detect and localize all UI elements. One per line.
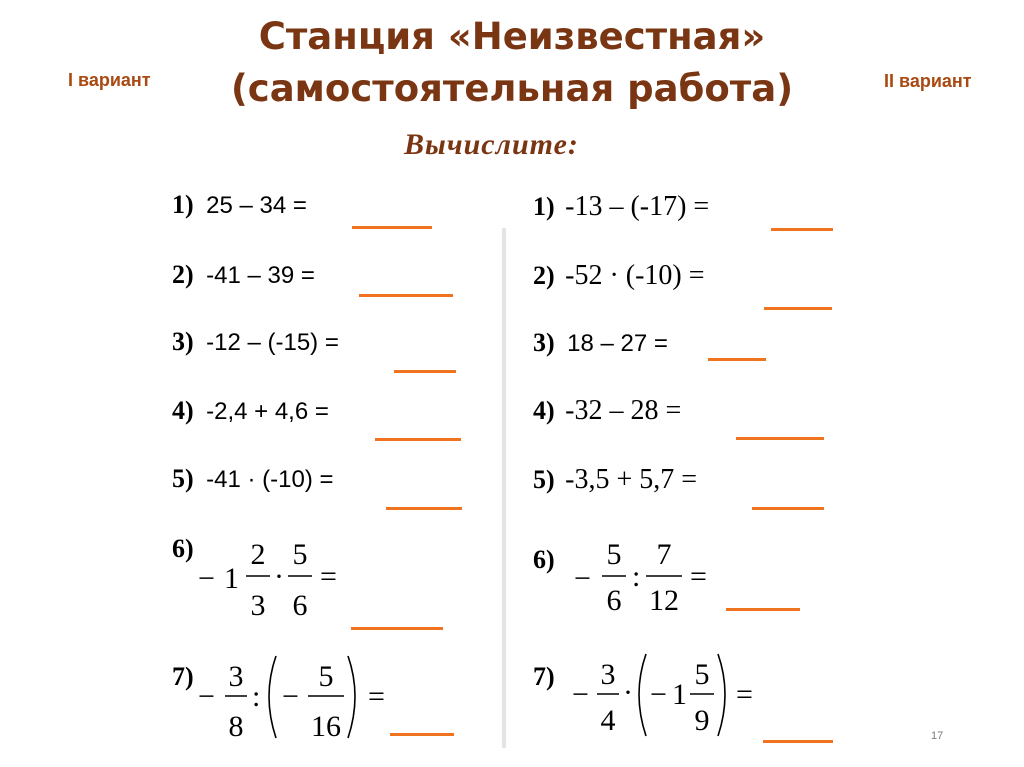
slide-title-line1: Станция «Неизвестная» bbox=[258, 15, 766, 58]
task-expression: -52 · (-10) = bbox=[565, 260, 705, 291]
task-number: 2) bbox=[533, 261, 555, 290]
fraction-denominator: 3 bbox=[250, 589, 266, 622]
task-number: 1) bbox=[172, 190, 194, 219]
variant-left-label: I вариант bbox=[68, 70, 151, 90]
v1-task-2 bbox=[172, 260, 315, 290]
fraction-denominator: 12 bbox=[649, 584, 679, 617]
minus-sign: − bbox=[572, 678, 589, 711]
task-number: 3) bbox=[533, 328, 555, 357]
task-number: 7) bbox=[172, 662, 194, 691]
left-parenthesis bbox=[269, 656, 276, 738]
v1-task-4 bbox=[172, 396, 329, 426]
answer-blank[interactable] bbox=[764, 307, 832, 310]
fraction-numerator: 5 bbox=[606, 538, 622, 571]
operator: · bbox=[274, 560, 284, 593]
v1-task-1 bbox=[172, 190, 307, 220]
answer-blank[interactable] bbox=[386, 507, 462, 510]
answer-blank[interactable] bbox=[352, 226, 432, 229]
page-number: 17 bbox=[931, 730, 944, 742]
operator: · bbox=[623, 676, 633, 709]
task-expression: 25 – 34 = bbox=[206, 192, 307, 219]
variant-right-label: II вариант bbox=[884, 71, 972, 91]
left-parenthesis bbox=[639, 654, 646, 736]
v2-task-5 bbox=[533, 464, 697, 496]
task-expression: -32 – 28 = bbox=[565, 395, 682, 426]
slide-title-line2: (самостоятельная работа) bbox=[230, 67, 794, 110]
answer-blank[interactable] bbox=[736, 437, 824, 440]
answer-blank[interactable] bbox=[771, 228, 833, 231]
v2-task-7-formula bbox=[572, 648, 768, 744]
column-divider bbox=[502, 228, 506, 748]
fraction-denominator: 9 bbox=[694, 704, 710, 737]
task-number: 1) bbox=[533, 192, 555, 221]
fraction-numerator: 3 bbox=[228, 660, 244, 693]
fraction-numerator: 3 bbox=[600, 658, 616, 691]
fraction-denominator: 8 bbox=[228, 710, 244, 743]
fraction-numerator: 2 bbox=[250, 538, 266, 571]
minus-sign: − bbox=[282, 680, 299, 713]
task-number: 7) bbox=[533, 662, 555, 691]
minus-sign: − bbox=[198, 562, 215, 595]
fraction-denominator: 6 bbox=[606, 584, 622, 617]
task-number: 3) bbox=[172, 327, 194, 356]
v2-task-3 bbox=[533, 328, 668, 358]
minus-sign: − bbox=[198, 680, 215, 713]
task-number: 4) bbox=[172, 396, 194, 425]
task-number: 2) bbox=[172, 260, 194, 289]
right-parenthesis bbox=[718, 654, 725, 736]
fraction-numerator: 5 bbox=[318, 660, 334, 693]
answer-blank[interactable] bbox=[390, 733, 454, 736]
task-expression: -13 – (-17) = bbox=[565, 191, 710, 222]
answer-blank[interactable] bbox=[708, 358, 766, 361]
answer-blank[interactable] bbox=[359, 294, 453, 297]
answer-blank[interactable] bbox=[351, 627, 443, 630]
v2-task-2 bbox=[533, 260, 705, 292]
minus-sign: − bbox=[650, 678, 667, 711]
answer-blank[interactable] bbox=[763, 740, 833, 743]
task-number: 5) bbox=[172, 464, 194, 493]
equals-sign: = bbox=[320, 560, 337, 593]
task-expression: -3,5 + 5,7 = bbox=[565, 464, 698, 495]
fraction-denominator: 6 bbox=[292, 589, 308, 622]
whole-part: 1 bbox=[672, 678, 687, 711]
answer-blank[interactable] bbox=[726, 608, 800, 611]
task-number: 5) bbox=[533, 465, 555, 494]
fraction-denominator: 4 bbox=[600, 704, 616, 737]
v1-task-5 bbox=[172, 464, 334, 494]
minus-sign: − bbox=[574, 562, 591, 595]
task-expression: -2,4 + 4,6 = bbox=[206, 398, 329, 425]
fraction-numerator: 7 bbox=[656, 538, 672, 571]
task-expression: -41 – 39 = bbox=[206, 262, 315, 289]
answer-blank[interactable] bbox=[394, 370, 456, 373]
task-expression: 18 – 27 = bbox=[567, 330, 668, 357]
answer-blank[interactable] bbox=[752, 507, 824, 510]
task-expression: -41 · (-10) = bbox=[206, 466, 334, 493]
v2-task-1 bbox=[533, 191, 709, 223]
operator: : bbox=[252, 680, 261, 713]
fraction-numerator: 5 bbox=[292, 538, 308, 571]
answer-blank[interactable] bbox=[375, 438, 461, 441]
fraction-denominator: 16 bbox=[311, 710, 341, 743]
task-number: 6) bbox=[172, 534, 194, 563]
operator: : bbox=[632, 560, 641, 593]
equals-sign: = bbox=[690, 560, 707, 593]
v2-task-6-formula bbox=[572, 532, 722, 628]
task-number: 4) bbox=[533, 396, 555, 425]
equals-sign: = bbox=[368, 680, 385, 713]
right-parenthesis bbox=[348, 656, 355, 738]
v1-task-7-formula bbox=[198, 648, 398, 748]
whole-part: 1 bbox=[224, 562, 239, 595]
fraction-numerator: 5 bbox=[694, 658, 710, 691]
task-expression: -12 – (-15) = bbox=[206, 329, 339, 356]
v1-task-6-formula bbox=[196, 532, 366, 628]
task-number: 6) bbox=[533, 545, 555, 574]
v1-task-3 bbox=[172, 327, 339, 357]
equals-sign: = bbox=[736, 678, 753, 711]
v2-task-4 bbox=[533, 395, 681, 427]
instruction-heading: Вычислите: bbox=[404, 128, 579, 161]
